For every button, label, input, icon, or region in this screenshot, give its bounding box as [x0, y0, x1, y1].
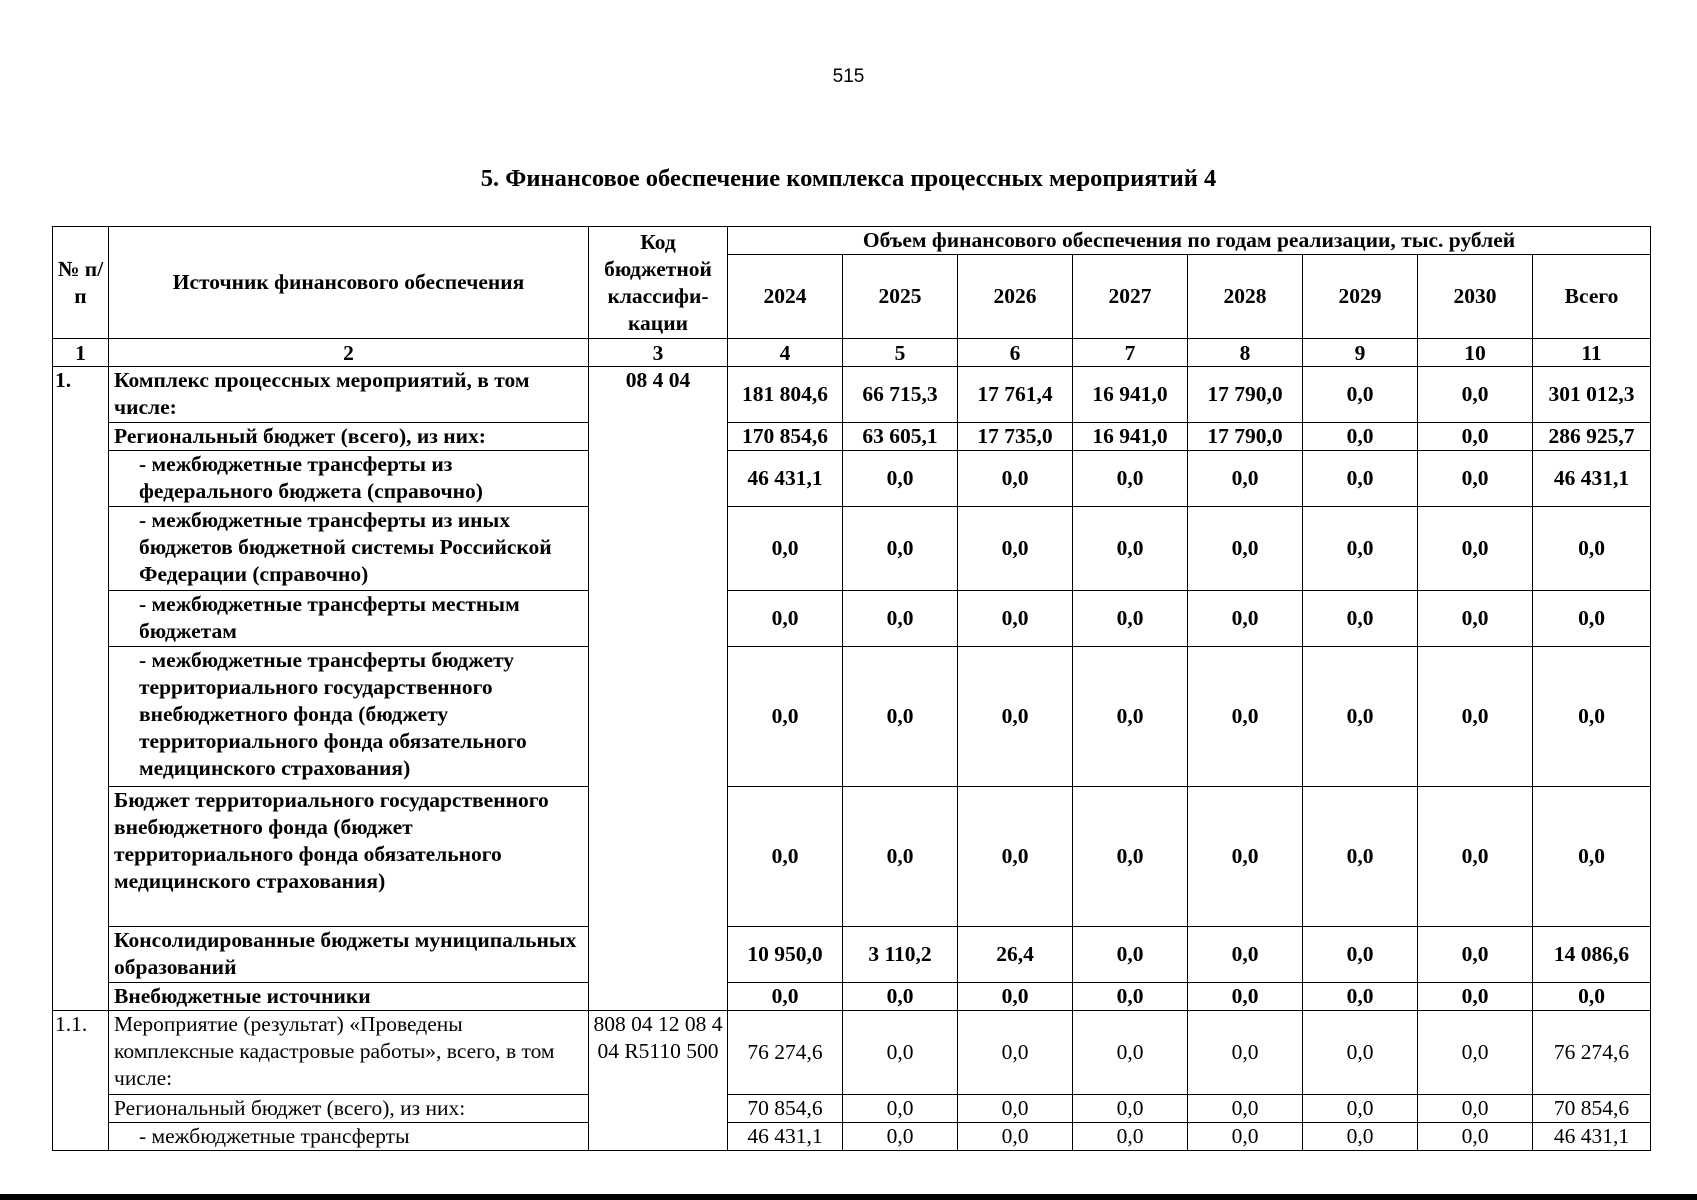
- header-year: 2029: [1303, 255, 1418, 339]
- value-cell: 0,0: [1418, 423, 1533, 451]
- value-cell: 0,0: [1188, 1095, 1303, 1123]
- value-cell: 0,0: [958, 507, 1073, 591]
- table-row: [53, 1123, 1651, 1151]
- source-cell: - межбюджетные трансферты из иных бюджетов бюджетной системы Российской Федерации (справочно): [109, 507, 589, 591]
- value-cell: 0,0: [843, 1095, 958, 1123]
- value-cell: 0,0: [958, 591, 1073, 647]
- budget-code-cell: 808 04 12 08 4 04 R5110 500: [589, 1011, 728, 1151]
- value-cell: 0,0: [1418, 367, 1533, 423]
- value-cell: 0,0: [1418, 647, 1533, 787]
- header-year: 2026: [958, 255, 1073, 339]
- value-cell: 0,0: [1303, 787, 1418, 927]
- value-cell: 0,0: [1188, 507, 1303, 591]
- value-cell: 0,0: [1303, 451, 1418, 507]
- value-cell: 0,0: [843, 1123, 958, 1151]
- value-cell: 0,0: [958, 983, 1073, 1011]
- row-number: 1.: [53, 367, 109, 1011]
- value-cell: 0,0: [728, 787, 843, 927]
- value-cell: 0,0: [1418, 787, 1533, 927]
- value-cell: 0,0: [1188, 647, 1303, 787]
- table-row: [53, 787, 1651, 927]
- total-cell: 46 431,1: [1533, 1123, 1651, 1151]
- value-cell: 0,0: [843, 983, 958, 1011]
- column-number: 5: [843, 339, 958, 367]
- column-number: 8: [1188, 339, 1303, 367]
- value-cell: 0,0: [1303, 927, 1418, 983]
- value-cell: 0,0: [1303, 1011, 1418, 1095]
- value-cell: 0,0: [1188, 983, 1303, 1011]
- total-cell: 301 012,3: [1533, 367, 1651, 423]
- value-cell: 0,0: [1188, 1123, 1303, 1151]
- source-cell: Региональный бюджет (всего), из них:: [109, 423, 589, 451]
- value-cell: 0,0: [1418, 1123, 1533, 1151]
- value-cell: 0,0: [1418, 927, 1533, 983]
- header-code: Код бюджетной классифи- кации: [589, 227, 728, 339]
- value-cell: 0,0: [1073, 647, 1188, 787]
- value-cell: 170 854,6: [728, 423, 843, 451]
- value-cell: 181 804,6: [728, 367, 843, 423]
- page-number: 515: [832, 66, 865, 87]
- value-cell: 0,0: [958, 1123, 1073, 1151]
- source-cell: - межбюджетные трансферты бюджету территориального государственного внебюджетного фонда (бюджету территориального фонда обязательного медицинского страхования): [109, 647, 589, 787]
- value-cell: 0,0: [1418, 1011, 1533, 1095]
- column-number: 4: [728, 339, 843, 367]
- total-cell: 0,0: [1533, 983, 1651, 1011]
- value-cell: 0,0: [1188, 1011, 1303, 1095]
- value-cell: 0,0: [1303, 507, 1418, 591]
- table-row: [53, 367, 1651, 423]
- value-cell: 0,0: [1073, 1011, 1188, 1095]
- value-cell: 0,0: [1418, 1095, 1533, 1123]
- total-cell: 76 274,6: [1533, 1011, 1651, 1095]
- total-cell: 286 925,7: [1533, 423, 1651, 451]
- value-cell: 17 761,4: [958, 367, 1073, 423]
- total-cell: 0,0: [1533, 647, 1651, 787]
- header-num: № п/п: [53, 227, 109, 339]
- value-cell: 0,0: [728, 983, 843, 1011]
- column-number: 6: [958, 339, 1073, 367]
- source-cell: - межбюджетные трансферты из федерального бюджета (справочно): [109, 451, 589, 507]
- value-cell: 0,0: [1303, 367, 1418, 423]
- value-cell: 0,0: [1188, 591, 1303, 647]
- value-cell: 76 274,6: [728, 1011, 843, 1095]
- value-cell: 0,0: [843, 647, 958, 787]
- value-cell: 16 941,0: [1073, 367, 1188, 423]
- value-cell: 70 854,6: [728, 1095, 843, 1123]
- source-cell: - межбюджетные трансферты: [109, 1123, 589, 1151]
- value-cell: 0,0: [1303, 423, 1418, 451]
- total-cell: 0,0: [1533, 507, 1651, 591]
- value-cell: 26,4: [958, 927, 1073, 983]
- source-cell: Консолидированные бюджеты муниципальных образований: [109, 927, 589, 983]
- header-year: 2024: [728, 255, 843, 339]
- header-year: 2028: [1188, 255, 1303, 339]
- value-cell: 46 431,1: [728, 1123, 843, 1151]
- source-cell: Региональный бюджет (всего), из них:: [109, 1095, 589, 1123]
- value-cell: 0,0: [728, 591, 843, 647]
- value-cell: 0,0: [958, 1011, 1073, 1095]
- table-row: [53, 647, 1651, 787]
- header-year: 2027: [1073, 255, 1188, 339]
- total-cell: 0,0: [1533, 591, 1651, 647]
- table-row: [53, 1095, 1651, 1123]
- value-cell: 0,0: [843, 591, 958, 647]
- table-row: [53, 423, 1651, 451]
- header-row-1: [53, 227, 1651, 255]
- value-cell: 0,0: [1418, 591, 1533, 647]
- source-cell: Комплекс процессных мероприятий, в том числе:: [109, 367, 589, 423]
- total-cell: 46 431,1: [1533, 451, 1651, 507]
- header-source: Источник финансового обеспечения: [109, 227, 589, 339]
- column-number: 11: [1533, 339, 1651, 367]
- value-cell: 0,0: [1418, 983, 1533, 1011]
- total-cell: 0,0: [1533, 787, 1651, 927]
- header-total: Всего: [1533, 255, 1651, 339]
- table-row: [53, 507, 1651, 591]
- header-volume: Объем финансового обеспечения по годам реализации, тыс. рублей: [728, 227, 1651, 255]
- source-cell: Бюджет территориального государственного внебюджетного фонда (бюджет территориального фонда обязательного медицинского страхования): [109, 787, 589, 927]
- value-cell: 63 605,1: [843, 423, 958, 451]
- row-number: 1.1.: [53, 1011, 109, 1151]
- table-row: [53, 1011, 1651, 1095]
- table-row: [53, 591, 1651, 647]
- column-number: 1: [53, 339, 109, 367]
- value-cell: 0,0: [958, 1095, 1073, 1123]
- table-row: [53, 451, 1651, 507]
- column-numbers-row: [53, 339, 1651, 367]
- value-cell: 0,0: [1073, 1095, 1188, 1123]
- value-cell: 0,0: [843, 1011, 958, 1095]
- value-cell: 0,0: [958, 451, 1073, 507]
- value-cell: 17 790,0: [1188, 367, 1303, 423]
- value-cell: 0,0: [958, 787, 1073, 927]
- column-number: 10: [1418, 339, 1533, 367]
- value-cell: 0,0: [728, 507, 843, 591]
- value-cell: 0,0: [1188, 927, 1303, 983]
- document-title: 5. Финансовое обеспечение комплекса процессных мероприятий 4: [480, 165, 1217, 192]
- value-cell: 0,0: [843, 451, 958, 507]
- table-row: [53, 927, 1651, 983]
- total-cell: 70 854,6: [1533, 1095, 1651, 1123]
- value-cell: 0,0: [1073, 983, 1188, 1011]
- value-cell: 66 715,3: [843, 367, 958, 423]
- value-cell: 0,0: [1303, 591, 1418, 647]
- budget-code-cell: 08 4 04: [589, 367, 728, 1011]
- value-cell: 0,0: [1073, 451, 1188, 507]
- value-cell: 0,0: [1303, 983, 1418, 1011]
- column-number: 7: [1073, 339, 1188, 367]
- value-cell: 0,0: [843, 787, 958, 927]
- source-cell: Мероприятие (результат) «Проведены комплексные кадастровые работы», всего, в том числе:: [109, 1011, 589, 1095]
- value-cell: 0,0: [1188, 787, 1303, 927]
- value-cell: 0,0: [1073, 1123, 1188, 1151]
- column-number: 3: [589, 339, 728, 367]
- value-cell: 0,0: [843, 507, 958, 591]
- value-cell: 0,0: [1418, 507, 1533, 591]
- value-cell: 0,0: [1188, 451, 1303, 507]
- value-cell: 0,0: [1303, 1095, 1418, 1123]
- value-cell: 16 941,0: [1073, 423, 1188, 451]
- value-cell: 10 950,0: [728, 927, 843, 983]
- header-year: 2025: [843, 255, 958, 339]
- column-number: 2: [109, 339, 589, 367]
- source-cell: - межбюджетные трансферты местным бюджетам: [109, 591, 589, 647]
- value-cell: 0,0: [1073, 927, 1188, 983]
- value-cell: 17 790,0: [1188, 423, 1303, 451]
- table-row: [53, 983, 1651, 1011]
- value-cell: 46 431,1: [728, 451, 843, 507]
- value-cell: 0,0: [728, 647, 843, 787]
- value-cell: 3 110,2: [843, 927, 958, 983]
- header-year: 2030: [1418, 255, 1533, 339]
- value-cell: 0,0: [958, 647, 1073, 787]
- value-cell: 0,0: [1073, 787, 1188, 927]
- source-cell: Внебюджетные источники: [109, 983, 589, 1011]
- value-cell: 0,0: [1303, 647, 1418, 787]
- financing-table: [52, 226, 1651, 1151]
- value-cell: 0,0: [1073, 507, 1188, 591]
- value-cell: 0,0: [1418, 451, 1533, 507]
- bottom-border: [0, 1194, 1697, 1200]
- total-cell: 14 086,6: [1533, 927, 1651, 983]
- value-cell: 17 735,0: [958, 423, 1073, 451]
- value-cell: 0,0: [1073, 591, 1188, 647]
- column-number: 9: [1303, 339, 1418, 367]
- value-cell: 0,0: [1303, 1123, 1418, 1151]
